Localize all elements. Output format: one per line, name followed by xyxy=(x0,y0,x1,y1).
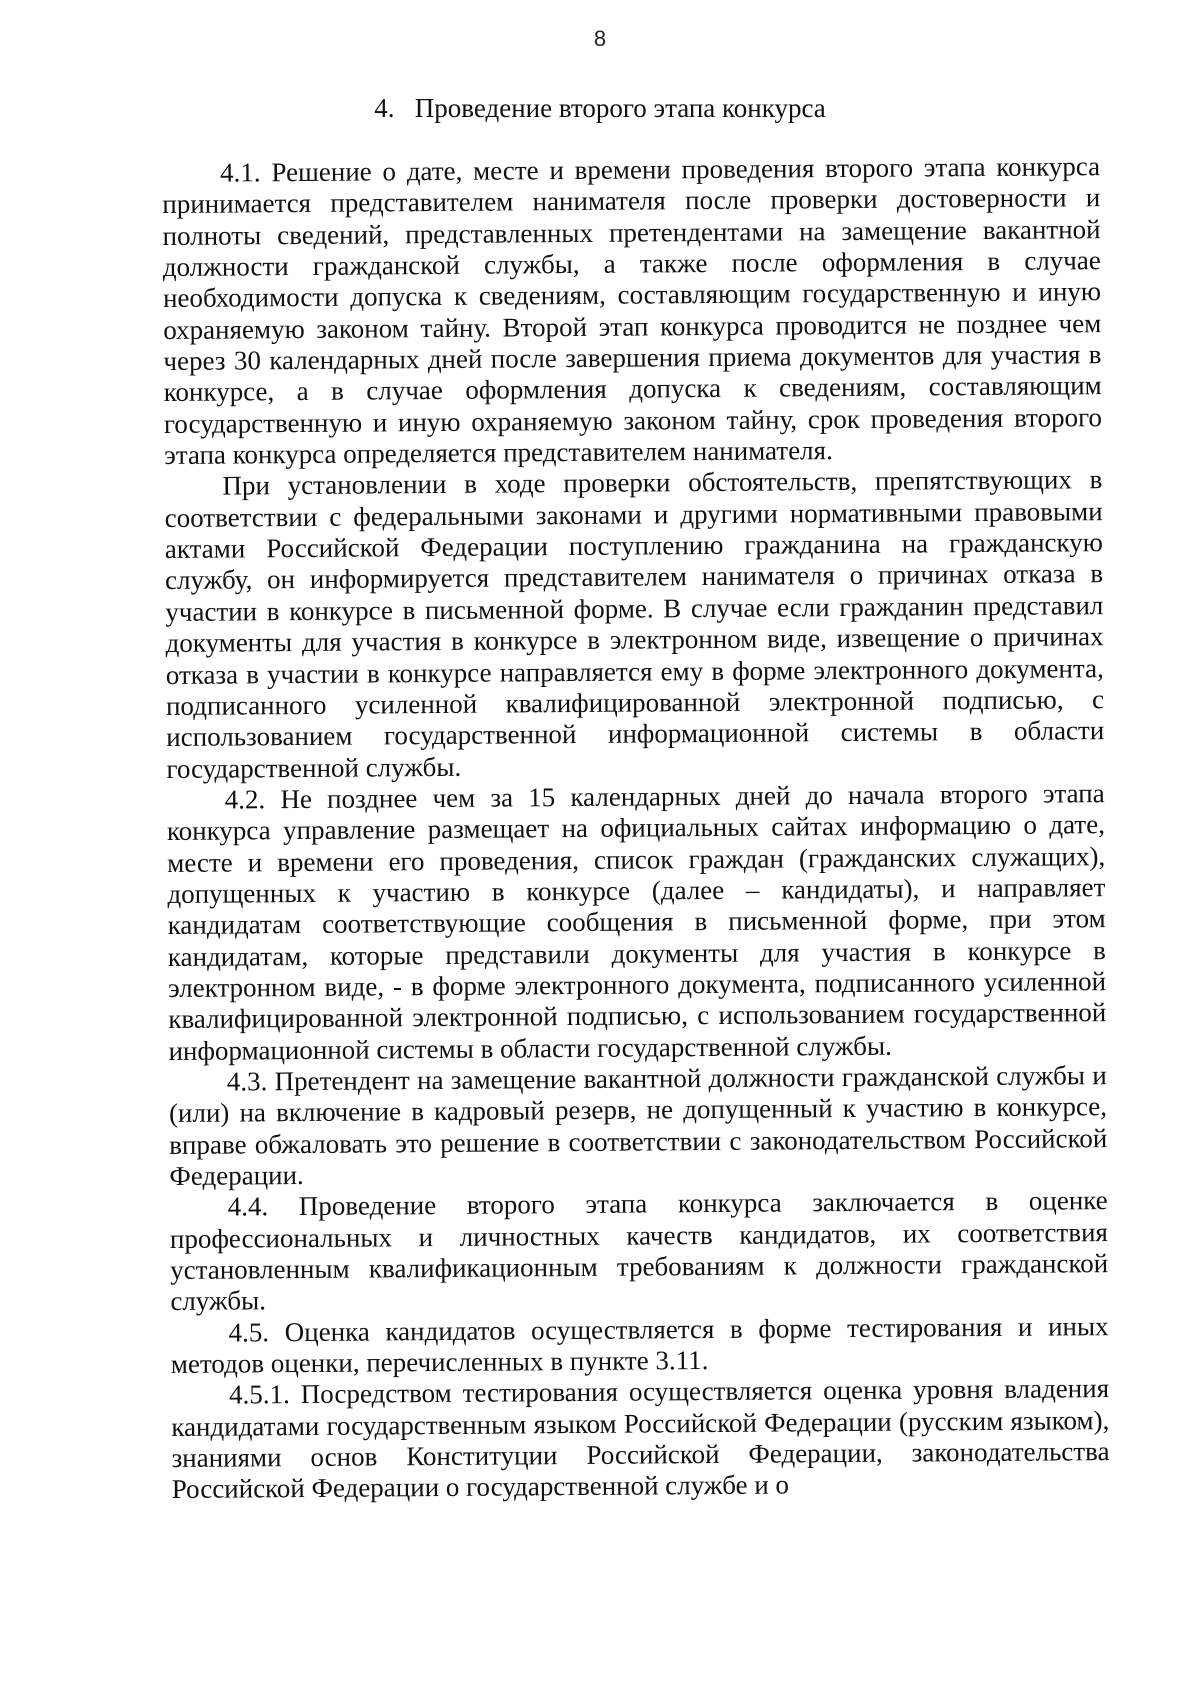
section-title: 4. Проведение второго этапа конкурса xyxy=(374,93,826,123)
paragraph-4-1: 4.1. Решение о дате, месте и времени проведения второго этапа конкурса принимается представителем нанимателя после проверки достоверности и полноты сведений, представленных претендентами на замещение вакантной должности гражданской службы, а также после оформления в случае необходимости допуска к сведениям, составляющим государственную и иную охраняемую законом тайну. Второй этап конкурса проводится не позднее чем через 30 календарных дней после завершения приема документов для участия в конкурсе, а в случае оформления допуска к сведениям, составляющим государственную и иную охраняемую законом тайну, срок проведения второго этапа конкурса определяется представителем нанимателя. xyxy=(162,151,1103,471)
paragraph-4-2: 4.2. Не позднее чем за 15 календарных дней до начала второго этапа конкурса управление размещает на официальных сайтах информацию о дате, месте и времени его проведения, список граждан (гражданских служащих), допущенных к участию в конкурсе (далее – кандидаты), и направляет кандидатам соответствующие сообщения в письменной форме, при этом кандидатам, которые представили документы для участия в конкурсе в электронном виде, - в форме электронного документа, подписанного усиленной квалифицированной электронной подписью, с использованием государственной информационной системы в области государственной службы. xyxy=(166,777,1107,1066)
document-body xyxy=(162,151,1110,1506)
paragraph-4-3: 4.3. Претендент на замещение вакантной должности гражданской службы и (или) на включение в кадровый резерв, не допущенный к участию в конкурсе, вправе обжаловать это решение в соответствии с законодательством Российской Федерации. xyxy=(168,1060,1108,1191)
paragraph-4-5-1: 4.5.1. Посредством тестирования осуществляется оценка уровня владения кандидатами государственным языком Российской Федерации (русским языком), знаниями основ Конституции Российской Федерации, законодательства Российской Федерации о государственной службе и о xyxy=(171,1373,1110,1505)
page-number: 8 xyxy=(593,26,607,51)
paragraph-4-1-refusal: При установлении в ходе проверки обстоятельств, препятствующих в соответствии с федеральными законами и другими нормативными правовыми актами Российской Федерации поступлению гражданина на гражданскую службу, он информируется представителем нанимателя о причинах отказа в участии в конкурсе в письменной форме. В случае если гражданин представил документы для участия в конкурсе в электронном виде, извещение о причинах отказа в участии в конкурсе направляется ему в форме электронного документа, подписанного усиленной квалифицированной электронной подписью, с использованием государственной информационной системы в области государственной службы. xyxy=(164,464,1105,784)
paragraph-4-4: 4.4. Проведение второго этапа конкурса заключается в оценке профессиональных и личностных качеств кандидатов, их соответствия установленным квалификационным требованиям к должности гражданской службы. xyxy=(169,1185,1109,1317)
paragraph-4-5: 4.5. Оценка кандидатов осуществляется в форме тестирования и иных методов оценки, перечисленных в пункте 3.11. xyxy=(170,1310,1109,1380)
